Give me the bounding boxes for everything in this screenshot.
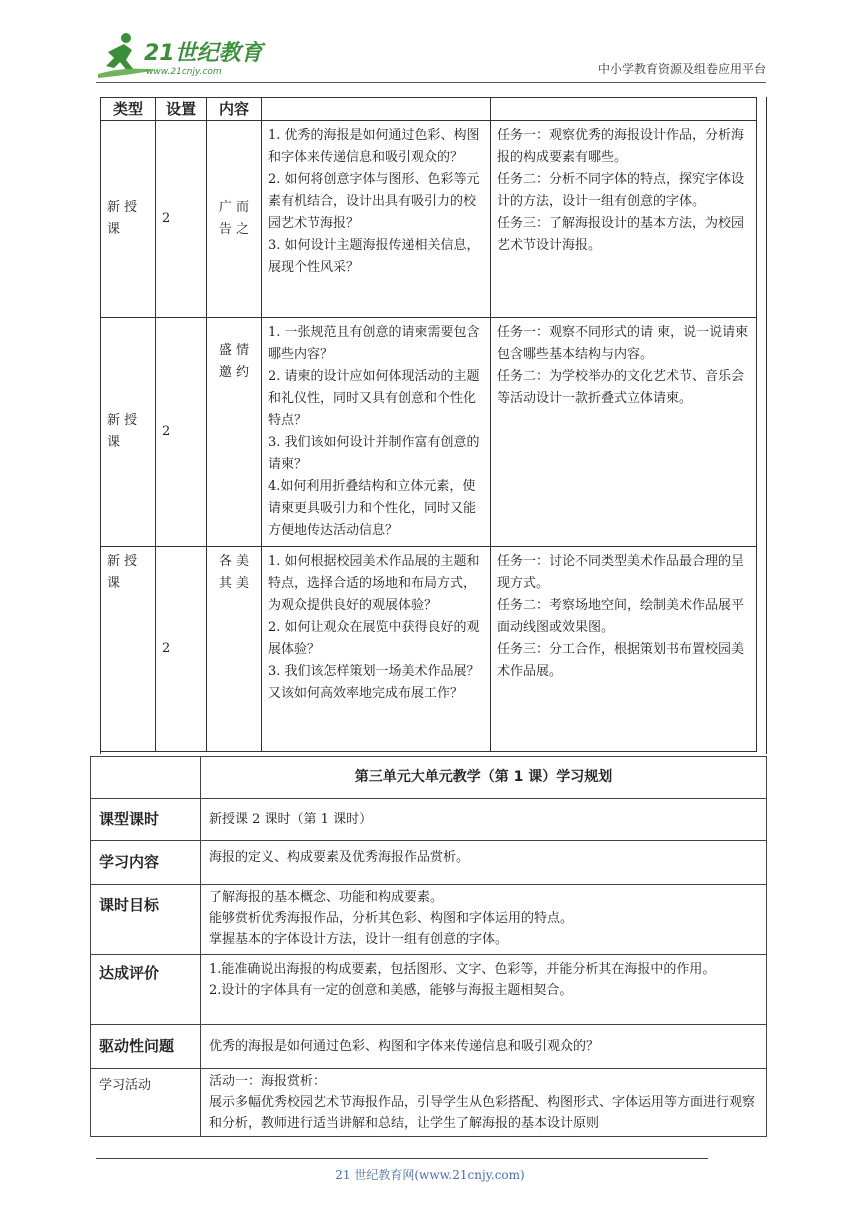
row-label: 达成评价 <box>91 955 201 1025</box>
row-value: 1.能准确说出海报的构成要素，包括图形、文字、色彩等，并能分析其在海报中的作用。 2.设计的字体具有一定的创意和美感，能够与海报主题相契合。 <box>201 955 767 1025</box>
table-header-row <box>101 98 757 121</box>
footer-text: 21 世纪教育网(www.21cnjy.com) <box>335 1168 525 1182</box>
question-item: 2. 请柬的设计应如何体现活动的主题和礼仪性，同时又具有创意和个性化特点？ <box>268 369 480 428</box>
row-hours: 2 <box>156 318 207 547</box>
question-item: 1. 优秀的海报是如何通过色彩、构图和字体来传递信息和吸引观众的？ <box>268 128 480 165</box>
row-type: 新 授 课 <box>101 121 156 318</box>
page-header <box>96 30 766 82</box>
table-row <box>101 318 757 547</box>
row-hours: 2 <box>156 121 207 318</box>
footer-rule <box>96 1158 708 1159</box>
unit-lesson-table <box>100 97 757 752</box>
plan-title: 第三单元大单元教学（第 1 课）学习规划 <box>201 757 767 799</box>
question-item: 3. 我们该如何设计并制作富有创意的请柬？ <box>268 435 480 472</box>
task-item: 任务三：了解海报设计的基本方法，为校园艺术节设计海报。 <box>497 216 745 253</box>
row-title: 广 而 告 之 <box>207 121 262 318</box>
question-item: 3. 如何设计主题海报传递相关信息，展现个性风采？ <box>268 238 480 275</box>
table-row <box>91 799 767 841</box>
outer-border-right <box>766 97 767 754</box>
task-item: 任务二：考察场地空间，绘制美术作品展平面动线图或效果图。 <box>497 598 745 635</box>
row-hours: 2 <box>156 547 207 752</box>
row-label: 课型课时 <box>91 799 201 841</box>
row-questions <box>262 547 491 752</box>
question-item: 1. 一张规范且有创意的请柬需要包含哪些内容？ <box>268 325 480 362</box>
task-item: 任务二：分析不同字体的特点，探究字体设计的方法，设计一组有创意的字体。 <box>497 172 745 209</box>
title-row <box>91 757 767 799</box>
header-type: 类型 <box>101 98 156 121</box>
header-content: 内容 <box>207 98 262 121</box>
row-tasks <box>491 121 757 318</box>
table-row <box>91 955 767 1025</box>
row-title: 盛 情 邀 约 <box>207 318 262 547</box>
row-label: 驱动性问题 <box>91 1025 201 1069</box>
header-rule <box>96 82 766 83</box>
row-label: 学习活动 <box>91 1069 201 1137</box>
row-value: 新授课 2 课时（第 1 课时） <box>201 799 767 841</box>
table-row <box>91 1069 767 1137</box>
table-row <box>91 841 767 885</box>
question-item: 4.如何利用折叠结构和立体元素，使请柬更具吸引力和个性化，同时又能方便地传达活动信息？ <box>268 479 477 538</box>
row-value: 活动一：海报赏析： 展示多幅优秀校园艺术节海报作品，引导学生从色彩搭配、构图形式、字体运用等方面进行观察和分析，教师进行适当讲解和总结，让学生了解海报的基本设计原则 <box>201 1069 767 1137</box>
logo-sub-text: www.21cnjy.com <box>146 67 222 77</box>
row-title: 各 美 其 美 <box>207 547 262 752</box>
table-row <box>101 121 757 318</box>
row-label: 学习内容 <box>91 841 201 885</box>
table-row <box>91 885 767 955</box>
row-type: 新 授 课 <box>101 547 156 752</box>
row-value: 了解海报的基本概念、功能和构成要素。 能够赏析优秀海报作品，分析其色彩、构图和字体运用的特点。 掌握基本的字体设计方法，设计一组有创意的字体。 <box>201 885 767 955</box>
question-item: 3. 我们该怎样策划一场美术作品展？又该如何高效率地完成布展工作？ <box>268 664 480 701</box>
task-item: 任务一：观察优秀的海报设计作品，分析海报的构成要素有哪些。 <box>497 128 745 165</box>
platform-name: 中小学教育资源及组卷应用平台 <box>597 62 766 76</box>
row-value: 优秀的海报是如何通过色彩、构图和字体来传递信息和吸引观众的？ <box>201 1025 767 1069</box>
row-questions <box>262 318 491 547</box>
header-questions <box>262 98 491 121</box>
row-label: 课时目标 <box>91 885 201 955</box>
question-item: 2. 如何将创意字体与图形、色彩等元素有机结合，设计出具有吸引力的校园艺术节海报？ <box>268 172 480 231</box>
question-item: 1. 如何根据校园美术作品展的主题和特点，选择合适的场地和布局方式，为观众提供良好的观展体验？ <box>268 554 480 613</box>
task-item: 任务二：为学校举办的文化艺术节、音乐会等活动设计一款折叠式立体请柬。 <box>497 369 745 406</box>
task-item: 任务一：讨论不同类型美术作品最合理的呈现方式。 <box>497 554 745 591</box>
row-tasks <box>491 547 757 752</box>
question-item: 2. 如何让观众在展览中获得良好的观展体验？ <box>268 620 480 657</box>
header-hours: 设置 <box>156 98 207 121</box>
task-item: 任务一：观察不同形式的请 柬，说一说请柬包含哪些基本结构与内容。 <box>497 325 749 362</box>
task-item: 任务三：分工合作，根据策划书布置校园美术作品展。 <box>497 642 745 679</box>
table-row <box>101 547 757 752</box>
row-questions <box>262 121 491 318</box>
table-row <box>91 1025 767 1069</box>
row-value: 海报的定义、构成要素及优秀海报作品赏析。 <box>201 841 767 885</box>
row-type: 新 授 课 <box>101 318 156 547</box>
header-tasks <box>491 98 757 121</box>
logo-main-text: 21世纪教育 <box>144 41 263 66</box>
logo-21cnjy <box>96 30 266 80</box>
row-tasks <box>491 318 757 547</box>
lesson-plan-table <box>90 756 767 1137</box>
